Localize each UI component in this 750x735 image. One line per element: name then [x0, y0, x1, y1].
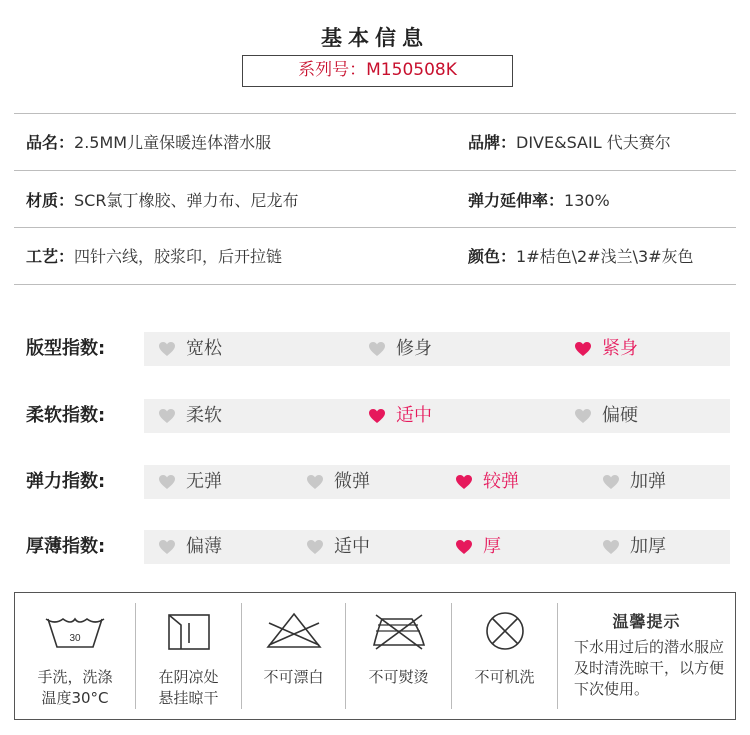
rating-option-label: 偏薄: [186, 536, 222, 557]
material: [26, 188, 298, 211]
care-instructions: [14, 592, 736, 720]
rating-option-label: 适中: [396, 405, 432, 426]
brand-key: 品牌：: [468, 133, 517, 152]
heart-icon: [158, 474, 176, 490]
rating-label: 柔软指数:: [26, 405, 106, 426]
heart-icon: [158, 539, 176, 555]
product-name-value: 2.5MM儿童保暖连体潜水服: [74, 133, 272, 152]
rating-option-label: 较弹: [483, 471, 519, 492]
series-number: 系列号：M150508K: [242, 55, 513, 87]
rating-row-fit: [0, 332, 750, 366]
no-machine-wash-icon: [483, 609, 527, 653]
divider: [14, 227, 736, 228]
no-iron-icon: [368, 611, 430, 651]
heart-icon: [602, 474, 620, 490]
product-name: [26, 130, 271, 153]
care-label: 不可熨烫: [368, 668, 429, 686]
care-no-machine-wash: [452, 593, 557, 719]
wash-temperature-label: 30: [69, 633, 81, 644]
care-hand-wash: [15, 593, 135, 719]
care-label: 在阴凉处 悬挂晾干: [158, 668, 219, 707]
rating-option-label: 柔软: [186, 405, 222, 426]
elastic-rate-value: 130%: [564, 191, 610, 210]
rating-row-thickness: [0, 530, 750, 564]
rating-option-label: 加弹: [630, 471, 666, 492]
craft-key: 工艺：: [26, 247, 75, 266]
tips-title: 温馨提示: [612, 612, 681, 631]
elastic-rate: [468, 188, 610, 211]
care-tips: [558, 593, 735, 719]
hand-wash-icon: [43, 611, 107, 653]
rating-label: 版型指数:: [26, 338, 106, 359]
no-bleach-icon: [263, 611, 325, 651]
rating-option-label: 宽松: [186, 338, 222, 359]
color-value: 1#桔色\2#浅兰\3#灰色: [516, 247, 694, 266]
rating-label: 弹力指数:: [26, 471, 106, 492]
heart-icon: [574, 341, 592, 357]
brand-value: DIVE&SAIL 代夫赛尔: [516, 133, 671, 152]
heart-icon: [158, 341, 176, 357]
divider: [14, 113, 736, 114]
heart-icon: [455, 539, 473, 555]
material-value: SCR氯丁橡胶、弹力布、尼龙布: [74, 191, 299, 210]
line-dry-shade-icon: [167, 613, 211, 651]
rating-option-label: 微弹: [334, 471, 370, 492]
rating-row-softness: [0, 399, 750, 433]
product-name-key: 品名：: [26, 133, 75, 152]
rating-option-label: 适中: [334, 536, 370, 557]
brand: [468, 130, 671, 153]
divider: [14, 284, 736, 285]
care-label: 不可机洗: [474, 668, 535, 686]
heart-icon: [158, 408, 176, 424]
care-no-bleach: [242, 593, 345, 719]
heart-icon: [368, 341, 386, 357]
rating-label: 厚薄指数:: [26, 536, 106, 557]
care-label: 手洗，洗涤 温度30°C: [37, 668, 113, 707]
color-options: [468, 244, 694, 267]
care-label: 不可漂白: [263, 668, 324, 686]
heart-icon: [368, 408, 386, 424]
heart-icon: [306, 474, 324, 490]
rating-option-label: 紧身: [602, 338, 638, 359]
rating-option-label: 无弹: [186, 471, 222, 492]
care-no-iron: [346, 593, 451, 719]
heart-icon: [306, 539, 324, 555]
divider: [14, 170, 736, 171]
material-key: 材质：: [26, 191, 75, 210]
heart-icon: [574, 408, 592, 424]
craft-value: 四针六线，胶浆印，后开拉链: [74, 247, 283, 266]
rating-option-label: 厚: [483, 536, 501, 557]
rating-row-elasticity: [0, 465, 750, 499]
care-shade-dry: [136, 593, 241, 719]
color-key: 颜色：: [468, 247, 517, 266]
page-title: 基本信息: [321, 26, 429, 50]
heart-icon: [602, 539, 620, 555]
heart-icon: [455, 474, 473, 490]
rating-bar: [144, 332, 730, 366]
craft: [26, 244, 282, 267]
rating-option-label: 加厚: [630, 536, 666, 557]
elastic-rate-key: 弹力延伸率：: [468, 191, 565, 210]
rating-option-label: 偏硬: [602, 405, 638, 426]
tips-text: 下水用过后的潜水服应及时清洗晾干，以方便下次使用。: [574, 638, 725, 698]
rating-option-label: 修身: [396, 338, 432, 359]
rating-bar: [144, 399, 730, 433]
